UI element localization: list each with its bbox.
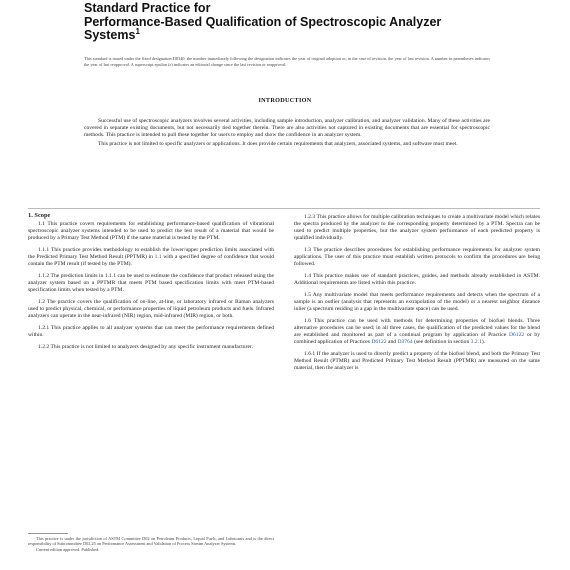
- paragraph-1-2-2: 1.2.2 This practice is not limited to analyzers designed by any specific instrument manufacturer.: [38, 343, 253, 350]
- paragraph-text: 1.6 This practice can be used with methods for determining properties of biofuel blends. Three alternative procedures can be used; in all three cases, the qualification of the predicted values for the blend are established and monitored as part of a continual program by application of Practice: [294, 317, 540, 339]
- paragraph-1-1: 1.1 This practice covers requirements for establishing performance-based qualification of vibrational spectroscopic analyzer systems intended to be used to predict the test result of a material that would be produced by a Primary Test Method (PTM) if the same material is tested by the PTM.: [28, 221, 274, 242]
- paragraph-text: (see definition in section: [412, 339, 471, 346]
- paragraph-1-6-1: 1.6.1 If the analyzer is used to directly predict a property of the biofuel blend, and both the Primary Test Method Result (PTMR) and Predicted Primary Test Method Result (PPTMR) are measured on the same material, then the analyzer is: [294, 351, 540, 372]
- introduction-paragraph: Successful use of spectroscopic analyzers involves several activities, including sample introduction, analyzer calibration, and analyzer validation. Many of these activities are covered in separate existing documents, but not necessarily tied together therein. There are also activities not captured in existing documents that are essential for spectroscopic methods. This practice is intended to pull these together for users to employ and show the confidence in an analyzer system.: [84, 118, 490, 139]
- paragraph-1-3: 1.3 The practice describes procedures for establishing performance requirements for analyzer system applications. The user of this practice must establish written protocols to confirm the procedures are being followed.: [294, 247, 540, 268]
- standard-link-d3764[interactable]: D3764: [397, 339, 413, 346]
- standard-link-d6122[interactable]: D6122: [508, 332, 525, 339]
- standard-link-d6122[interactable]: D6122: [371, 339, 387, 346]
- title-line-2: Performance-Based Qualification of Spectroscopic Analyzer: [84, 14, 442, 29]
- title-line-1: Standard Practice for: [84, 1, 211, 15]
- section-link[interactable]: 1.1: [154, 254, 162, 261]
- section-divider: [28, 208, 540, 209]
- footnote: [28, 536, 274, 554]
- document-title: [84, 2, 544, 43]
- paragraph-text: and: [386, 339, 398, 346]
- footnote-paragraph: This practice is under the jurisdiction of ASTM Committee D02 on Petroleum Products, Liquid Fuels, and Lubricants and is the direct responsibility of Subcommittee D02.25 on Performance Assessment and Validation of Process Stream Analyzer Systems.: [28, 536, 274, 547]
- right-column: [294, 214, 540, 377]
- scope-heading: 1. Scope: [28, 212, 51, 219]
- left-column: [28, 212, 274, 356]
- paragraph-1-2: 1.2 The practice covers the qualification of on-line, at-line, or laboratory infrared or Raman analyzers used to predict physical, chemical, or performance properties of liquid petroleum products and fuels. Infrared analyzers can operate in the near-infrared (NIR) region, mid-infrared (MIR) region, or both.: [28, 299, 274, 320]
- paragraph-text: with a specified degree of confidence that would contain the PTM result (if tested by the PTM).: [28, 254, 274, 268]
- footnote-rule: [28, 533, 68, 534]
- paragraph-1-6: [294, 318, 540, 347]
- paragraph-text: 1.1.1 This practice provides methodology to establish the lower/upper prediction limits associated with the Predicted Primary Test Method Result (PPTMR) in: [28, 247, 274, 261]
- paragraph-1-2-1: 1.2.1 This practice applies to all analyzer systems that can meet the performance requirements defined within.: [28, 325, 274, 339]
- introduction-paragraph: This practice is not limited to specific analyzers or applications. It does provide certain requirements that analyzers, associated systems, and software must meet.: [98, 140, 458, 147]
- paragraph-text: or by combined application of Practices: [294, 332, 540, 346]
- title-line-3: Systems: [84, 28, 136, 42]
- paragraph-1-1-2: 1.1.2 The prediction limits in 1.1.1 can be used to estimate the confidence that product released using the analyzer system based on a PPTMR that meets PTM based specification limits with meet PTM-based specification limits when tested by a PTM.: [28, 273, 274, 294]
- paragraph-1-1-1: [28, 247, 274, 268]
- paragraph-1-4: 1.4 This practice makes use of standard practices, guides, and methods already established in ASTM. Additional requirements are listed within this practice.: [294, 273, 540, 287]
- title-footnote-mark: 1: [135, 26, 140, 36]
- paragraph-1-2-3: 1.2.3 This practice allows for multiple calibration techniques to create a multivariate model which relates the spectra produced by the analyzer to the corresponding property determined by a PTM. Spectra can be used to predict multiple properties, but the analyzer system performance of each predicted property is qualified individually.: [294, 214, 540, 242]
- paragraph-text: ).: [481, 339, 486, 346]
- introduction-body: [84, 118, 490, 149]
- paragraph-1-5: 1.5 Any multivariate model that meets performance requirements and detects when the spectrum of a sample is an outlier (analysis that represents an extrapolation of the model) or a nearest neighbor distance inlier (a spectrum residing in a gap in the multivariate space) can be used.: [294, 291, 540, 313]
- section-link-3-2-1[interactable]: 3.2.1: [470, 339, 482, 346]
- footnote-paragraph: Current edition approved. Published.: [36, 547, 100, 553]
- introduction-heading: INTRODUCTION: [258, 97, 312, 104]
- designation-note: This standard is issued under the fixed designation D8340; the number immediately following the designation indicates the year of original adoption or, in the case of revision, the year of last revision. A number in parentheses indicates the year of last reapproval. A superscript epsilon (ε) indicates an editorial change since the last revision or reapproval.: [84, 56, 490, 67]
